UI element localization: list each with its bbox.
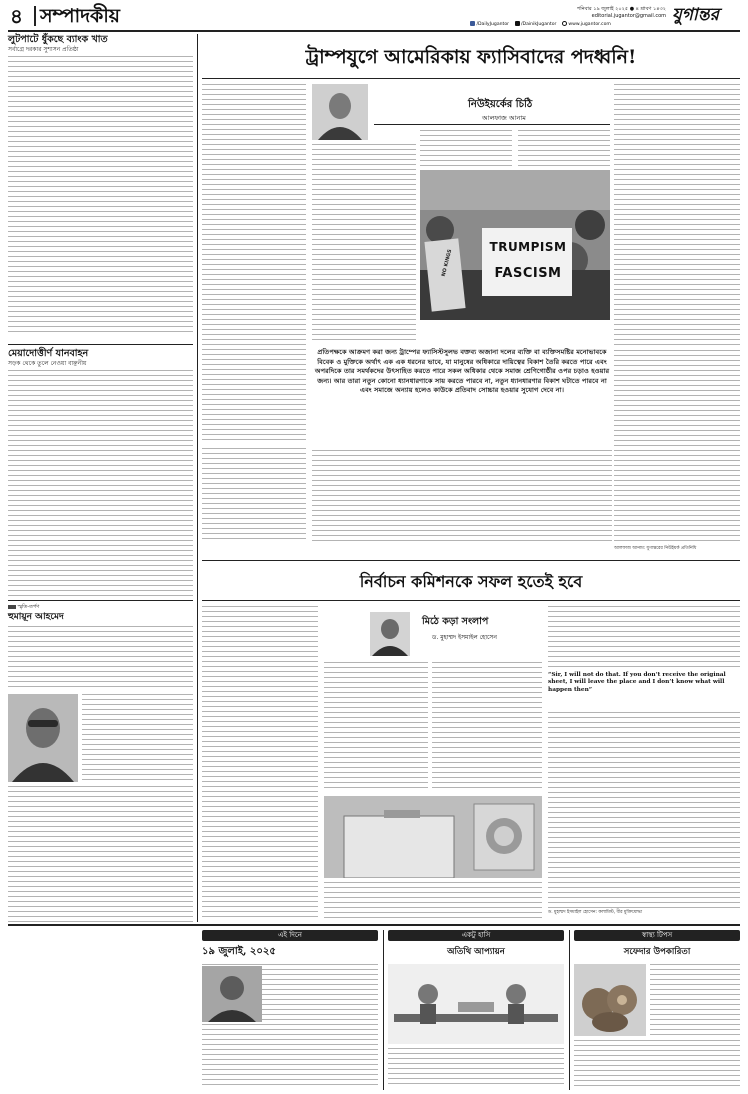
- second-body-row-bottom: [324, 882, 542, 918]
- main-body-row-bottom-2: [312, 450, 612, 542]
- health-list-bottom: [574, 1040, 740, 1088]
- this-day-title: এই দিনে: [202, 930, 378, 941]
- this-day-date: ১৯ জুলাই, ২০২৫: [202, 946, 276, 957]
- main-body-row-bottom-1: [202, 448, 306, 540]
- author-byline: আলফাজ আনাম: [482, 114, 526, 122]
- main-headline: ট্রাম্পযুগে আমেরিকায় ফ্যাসিবাদের পদধ্বনি!: [305, 46, 637, 68]
- memorial-portrait: [8, 694, 78, 782]
- this-day-photo: [202, 966, 262, 1022]
- bottom-divider-2: [569, 930, 570, 1090]
- second-body-col-5: [548, 712, 740, 908]
- byline-rule: [374, 124, 610, 125]
- facebook-icon[interactable]: [470, 21, 475, 26]
- main-body-col-6: [614, 350, 740, 544]
- humor-subtitle: অতিথি আপ্যায়ন: [447, 947, 505, 957]
- protest-sign-fascism: FASCISM: [494, 266, 562, 281]
- left-column-divider: [197, 34, 198, 922]
- humor-title: একটু হাসি: [388, 930, 564, 941]
- date-line: শনিবার ১৯ জুলাই ২০২৫ ● ৪ শ্রাবণ ১৪৩২: [577, 6, 666, 12]
- humor-cartoon: [388, 964, 564, 1044]
- protest-photo: [420, 170, 610, 320]
- x-icon[interactable]: [515, 21, 520, 26]
- protest-sign-no-kings: NO KINGS: [440, 248, 454, 278]
- humor-text: [388, 1048, 564, 1088]
- social-bar: [470, 21, 666, 28]
- health-tips-box: [574, 930, 740, 1090]
- editorial-title: লুটপাটে ধুঁকছে ব্যাংক খাত: [8, 34, 108, 45]
- newspaper-logo[interactable]: যুগান্তর: [672, 5, 719, 25]
- second-column-name: মিঠে কড়া সংলাপ: [422, 616, 489, 627]
- second-headline-rule: [202, 600, 740, 601]
- editorial-email[interactable]: editorial.jugantor@gmail.com: [591, 13, 666, 19]
- humor-box: [388, 930, 564, 1090]
- memorial-body-bottom: [8, 786, 193, 922]
- columnist-photo: [370, 612, 410, 656]
- second-headline: নির্বাচন কমিশনকে সফল হতেই হবে: [359, 572, 583, 591]
- left-editorial-2: [8, 348, 193, 598]
- second-body-col-2: [324, 662, 428, 792]
- memorial-piece: [8, 604, 193, 922]
- second-body-col-1: [202, 606, 318, 918]
- column-name: নিউইয়র্কের চিঠি: [468, 99, 533, 110]
- memorial-label: স্মৃতি-তর্পণ: [8, 604, 193, 611]
- website-link[interactable]: www.jugantor.com: [568, 22, 611, 27]
- left-editorial-1: [8, 34, 193, 340]
- main-body-col-2: [312, 144, 416, 344]
- editorial-title: মেয়াদোত্তীর্ণ যানবাহন: [8, 348, 89, 359]
- main-headline-rule: [202, 78, 740, 79]
- second-body-col-4: [548, 606, 740, 670]
- pull-quote: প্রতিপক্ষকে আক্রমণ করা জন্য ট্রাম্পের ফ্যাসিস্টসুলভ বক্তব্য অজানা দলের ব্যক্তি বা ব্যক্তিসমষ্টির মনোভাবকে বিবেক ও মুক্তিকে অর্থাৎ এক এক ধরনের ভাবে, যা মানুষের অধিকারে দায়িত্বের বিকাশ তৈরি করতে পারে এবং অপরদিকে তার সমর্থকদের উৎসাহিত করতে পারে সকল অধিকার থেকে সমাজ শ্রেণিগোষ্ঠীর ওপর চড়াও হওয়ার জন্য। আর তারা নতুন কোনো ধ্যানধারণাকে সায় করতে পারবে না, নতুন ধ্যানধারণার বিকাশ ঘটাতে পারবে না এবং সমাজে অন্যায় হলেও কাউকে প্রতিবাদ সোচ্চার হওয়ার সুযোগ দেবে না।: [314, 348, 610, 395]
- health-subtitle: সফেদার উপকারিতা: [623, 947, 691, 957]
- main-author-credit: আলফাজ আনাম: যুগান্তরের নিউইয়র্ক প্রতিনিধি: [614, 546, 697, 551]
- author-photo: [312, 84, 368, 140]
- second-author: ড. মুহাম্মদ ইসমাইল হোসেন: [432, 634, 497, 641]
- this-day-box: [202, 930, 378, 1090]
- second-body-col-3: [432, 662, 542, 792]
- pen-icon: [8, 605, 16, 609]
- page-number: ৪: [10, 4, 23, 28]
- main-body-col-4: [518, 130, 610, 166]
- sapodilla-photo: [574, 964, 646, 1036]
- main-body-col-3: [420, 130, 512, 166]
- left-rule-2: [8, 600, 193, 601]
- health-title: স্বাস্থ্য টিপস: [574, 930, 740, 941]
- masthead: [8, 4, 740, 30]
- bottom-divider-1: [383, 930, 384, 1090]
- second-author-credit: ড. মুহাম্মদ ইসমাইল হোসেন: কলামিস্ট, বীর মুক্তিযোদ্ধা: [548, 910, 642, 915]
- memorial-body-top: [8, 626, 193, 690]
- memorial-body-side: [82, 694, 193, 782]
- globe-icon[interactable]: [562, 21, 567, 26]
- left-rule-1: [8, 344, 193, 345]
- editorial-body: [8, 370, 193, 596]
- memorial-name: হুমায়ূন আহমেদ: [8, 612, 64, 622]
- x-handle[interactable]: /DainikJugantor: [521, 22, 557, 27]
- masthead-divider: [34, 6, 36, 26]
- bottom-section-rule: [8, 924, 740, 926]
- protest-sign-trumpism: TRUMPISM: [489, 240, 567, 254]
- editorial-subtitle: সড়ক থেকে তুলে নেওয়া বাঞ্ছনীয়: [8, 360, 87, 367]
- facebook-handle[interactable]: /DailyJugantor: [476, 22, 510, 27]
- election-commission-photo: [324, 796, 542, 878]
- main-body-col-1: [202, 84, 306, 444]
- health-list-side: [650, 964, 740, 1036]
- section-title: সম্পাদকীয়: [40, 5, 120, 27]
- main-body-col-5: [614, 84, 740, 346]
- masthead-rule: [8, 30, 740, 32]
- main-bottom-rule: [202, 560, 740, 561]
- editorial-subtitle: সর্বাগ্রে দরকার সুশাসন প্রতিষ্ঠা: [8, 46, 79, 53]
- editorial-body: [8, 56, 193, 336]
- english-quote: “Sir, I will not do that. If you don’t receive the original sheet, I will leave the place and I don’t know what will happen then”: [548, 672, 726, 693]
